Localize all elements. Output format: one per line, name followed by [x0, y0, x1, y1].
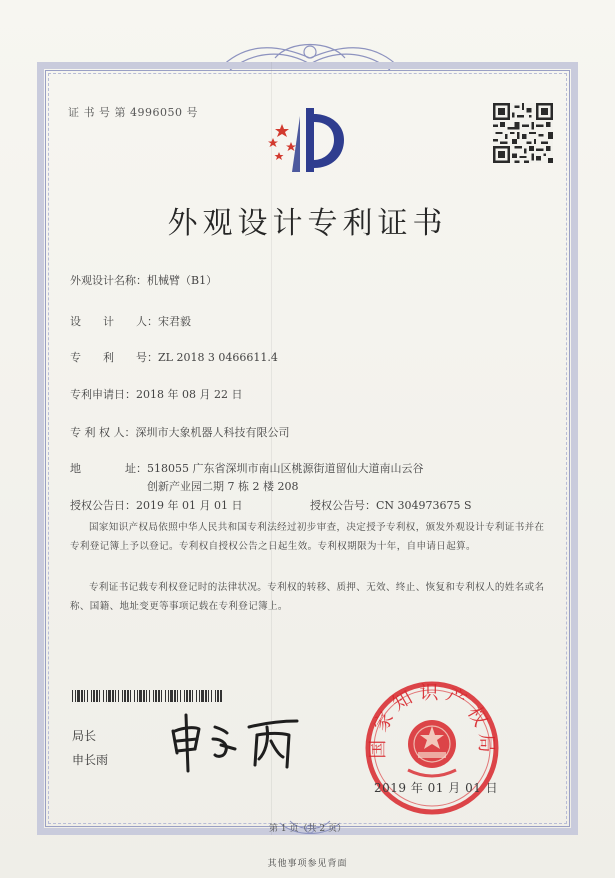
grant-paragraph: 国家知识产权局依照中华人民共和国专利法经过初步审查，决定授予专利权，颁发外观设计专利证书并在专利登记簿上予以登记。专利权自授权公告之日起生效。专利权期限为十年，自申请日起算。 [70, 522, 545, 552]
address-label: 地 址： [70, 462, 147, 475]
design-name-label: 外观设计名称： [70, 274, 147, 287]
barcode-bar [137, 690, 138, 702]
barcode-bar [81, 690, 83, 702]
patent-number-row [70, 349, 278, 365]
filing-date-value: 2018 年 08 月 22 日 [136, 388, 243, 401]
barcode-bar [87, 690, 88, 702]
barcode-bar [201, 690, 204, 702]
design-name-value: 机械臂（B1） [147, 274, 218, 287]
footnote: 其他事项参见背面 [267, 859, 348, 869]
grant-date-value: 2019 年 01 月 01 日 [136, 499, 243, 512]
barcode-bar [208, 690, 209, 702]
filing-date-label: 专利申请日： [70, 388, 136, 401]
patentee-row [70, 424, 290, 440]
barcode-bar [103, 690, 104, 702]
barcode-bar [158, 690, 160, 702]
grant-number-row [310, 497, 472, 513]
barcode-bar [165, 690, 166, 702]
barcode-bar [192, 690, 193, 702]
barcode-bar [139, 690, 142, 702]
designer-value: 宋君毅 [158, 315, 191, 328]
designer-row [70, 313, 191, 329]
director-name: 申长雨 [72, 753, 109, 767]
grant-number-label: 授权公告号： [310, 499, 376, 512]
barcode-bar [189, 690, 191, 702]
cnipa-logo-icon [262, 102, 354, 180]
barcode-bar [153, 690, 154, 702]
barcode-bar [196, 690, 197, 702]
address-value-line2: 创新产业园二期 7 栋 2 楼 208 [147, 480, 299, 493]
barcode-bar [180, 690, 181, 702]
barcode-bar [161, 690, 162, 702]
filing-date-row [70, 386, 242, 402]
barcode-bar [174, 690, 176, 702]
barcode-bar [184, 690, 185, 702]
barcode-bar [155, 690, 157, 702]
barcode-bar [99, 690, 100, 702]
barcode-bar [122, 690, 123, 702]
barcode-bar [177, 690, 178, 702]
page-indicator: 第 1 页（共 2 页） [269, 824, 346, 834]
barcode-bar [220, 690, 222, 702]
patentee-value: 深圳市大象机器人科技有限公司 [135, 426, 290, 439]
barcode-bar [124, 690, 126, 702]
patent-number-value: ZL 2018 3 0466611.4 [158, 351, 278, 364]
patent-number-label: 专 利 号： [70, 351, 158, 364]
certificate-number: 证 书 号 第 4996050 号 [68, 106, 198, 119]
barcode-bar [215, 690, 216, 702]
certificate-title: 外观设计专利证书 [167, 206, 448, 241]
barcode-bar [217, 690, 219, 702]
barcode-bar [149, 690, 150, 702]
barcode-bar [118, 690, 119, 702]
grant-date-label: 授权公告日： [70, 499, 136, 512]
seal-text: 国家知识产权局 [366, 681, 498, 759]
director-title: 局长 [72, 729, 97, 743]
barcode-bar [112, 690, 114, 702]
legal-status-paragraph: 专利证书记载专利权登记时的法律状况。专利权的转移、质押、无效、终止、恢复和专利权人的姓名或名称、国籍、地址变更等事项记载在专利登记簿上。 [70, 582, 545, 612]
barcode-bar [108, 690, 111, 702]
barcode-bar [75, 690, 76, 702]
barcode-bar [91, 690, 92, 702]
barcode-bar [115, 690, 116, 702]
barcode-bar [130, 690, 131, 702]
barcode-bar [205, 690, 207, 702]
seal-date: 2019 年 01 月 01 日 [374, 781, 499, 795]
grant-date-row [70, 497, 242, 513]
designer-label: 设 计 人： [70, 315, 158, 328]
barcode-bar [168, 690, 169, 702]
patentee-label: 专 利 权 人： [70, 426, 136, 439]
barcode-bar [211, 690, 212, 702]
official-seal-icon [362, 678, 502, 818]
barcode-bar [170, 690, 173, 702]
barcode-bar [93, 690, 95, 702]
barcode-bar [186, 690, 188, 702]
address-row-2 [147, 478, 298, 494]
barcode-bar [84, 690, 85, 702]
barcode-bar [96, 690, 98, 702]
barcode-bar [72, 690, 73, 702]
barcode-bar [134, 690, 135, 702]
barcode-bar [199, 690, 200, 702]
signature-icon [165, 705, 310, 777]
grant-number-value: CN 304973675 S [376, 499, 472, 512]
address-value-line1: 518055 广东省深圳市南山区桃源街道留仙大道南山云谷 [147, 462, 424, 475]
barcode-bar [127, 690, 129, 702]
design-name-row [70, 272, 217, 288]
barcode-bar [143, 690, 145, 702]
barcode-icon [72, 690, 224, 702]
barcode-bar [106, 690, 107, 702]
barcode-bar [77, 690, 80, 702]
barcode-bar [146, 690, 147, 702]
qr-code-icon [493, 103, 553, 163]
address-row [70, 460, 424, 476]
